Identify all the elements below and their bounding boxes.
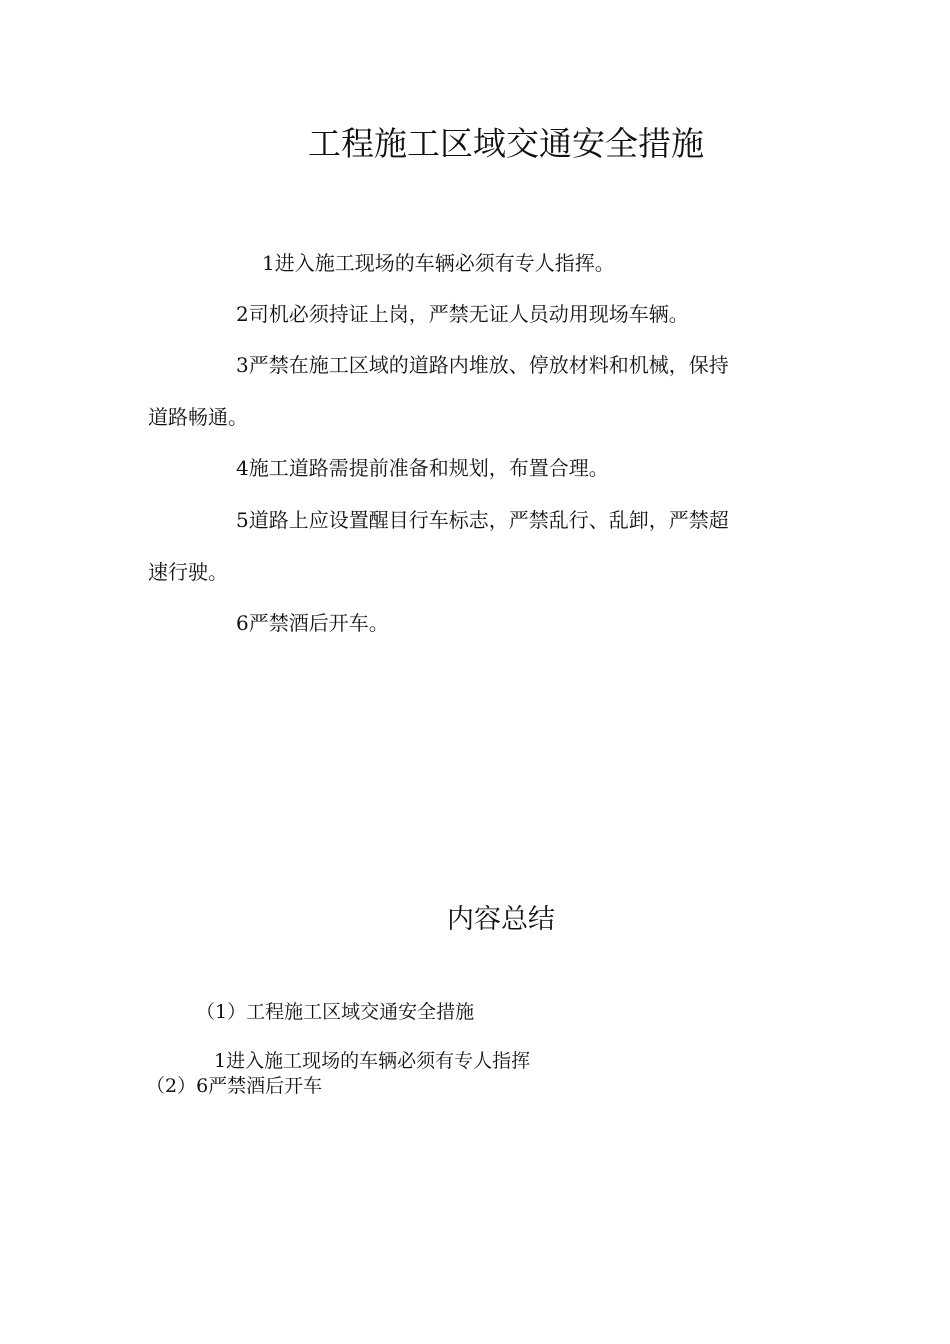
list-item: 2司机必须持证上岗，严禁无证人员动用现场车辆。 bbox=[236, 302, 689, 326]
summary-line: （1）工程施工区域交通安全措施 bbox=[196, 1001, 475, 1023]
summary-line: 1进入施工现场的车辆必须有专人指挥 bbox=[214, 1050, 531, 1072]
summary-line: （2）6严禁酒后开车 bbox=[146, 1075, 323, 1097]
list-item: 5道路上应设置醒目行车标志，严禁乱行、乱卸，严禁超 bbox=[236, 508, 729, 532]
list-item: 3严禁在施工区域的道路内堆放、停放材料和机械，保持 bbox=[236, 353, 729, 377]
list-item-continuation: 速行驶。 bbox=[148, 560, 228, 584]
list-item: 1进入施工现场的车辆必须有专人指挥。 bbox=[262, 251, 615, 275]
list-item: 6严禁酒后开车。 bbox=[236, 611, 389, 635]
list-item-continuation: 道路畅通。 bbox=[148, 405, 248, 429]
summary-heading: 内容总结 bbox=[447, 904, 555, 935]
document-title: 工程施工区域交通安全措施 bbox=[308, 124, 704, 163]
list-item: 4施工道路需提前准备和规划，布置合理。 bbox=[236, 456, 609, 480]
